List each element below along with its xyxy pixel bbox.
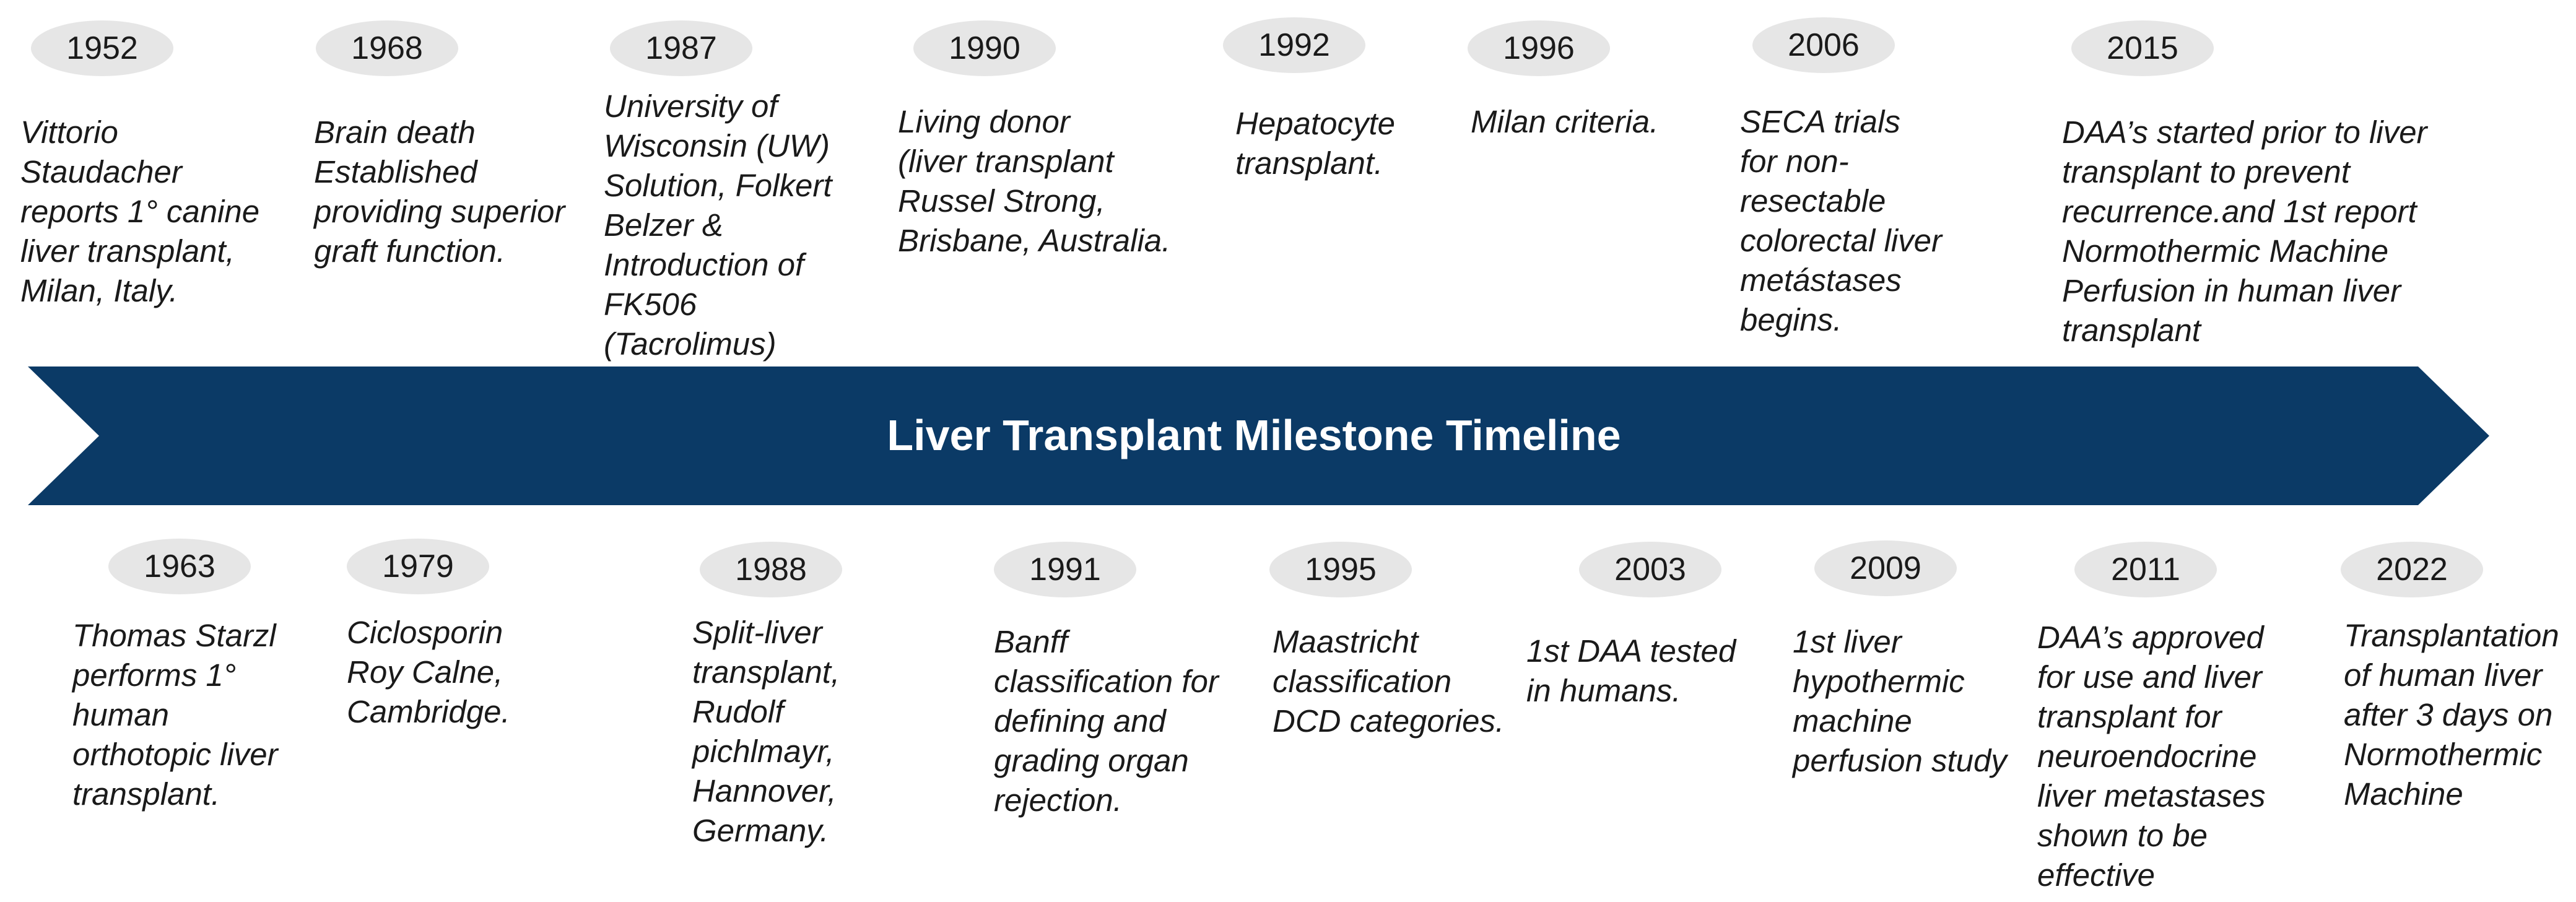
top-event-description: Living donor (liver transplant Russel Strong, Brisbane, Australia. [898,104,1171,258]
bottom-year-badge: 1963 [108,539,251,594]
bottom-event-description: 1st liver hypothermic machine perfusion study [1793,624,2007,778]
bottom-event-description: Banff classification for defining and grading organ rejection. [994,624,1219,818]
top-event-description: SECA trials for non- resectable colorectal liver metástases begins. [1740,104,1942,337]
bottom-event-description: 1st DAA tested in humans. [1526,633,1736,708]
bottom-event-description: Thomas Starzl performs 1° human orthotopic liver transplant. [72,618,278,812]
bottom-year-badge: 2009 [1814,540,1957,596]
bottom-year-badge: 1995 [1269,542,1412,597]
top-event-description: Milan criteria. [1471,104,1659,139]
bottom-year-badge: 2022 [2341,542,2483,597]
top-year-badge: 1996 [1468,20,1610,76]
bottom-event-description: DAA’s approved for use and liver transplant for neuroendocrine liver metastases shown to be effective [2037,620,2266,893]
timeline-title: Liver Transplant Milestone Timeline [887,411,1621,459]
bottom-event-description: Split-liver transplant, Rudolf pichlmayr, Hannover, Germany. [692,615,840,848]
bottom-year-badge: 1988 [700,542,842,597]
top-year-badge: 1968 [316,20,458,76]
top-event-description: University of Wisconsin (UW) Solution, Folkert Belzer & Introduction of FK506 (Tacrolimus) [604,89,832,362]
top-event-description: DAA’s started prior to liver transplant to prevent recurrence.and 1st report Normothermic Machine Perfusion in human liver transplant [2062,115,2427,348]
top-year-badge: 1987 [610,20,752,76]
bottom-event-description: Maastricht classification DCD categories. [1273,624,1505,739]
bottom-year-badge: 1979 [347,539,489,594]
bottom-event-description: Transplantation of human liver after 3 days on Normothermic Machine [2344,618,2559,812]
top-year-badge: 1992 [1223,17,1365,73]
top-year-badge: 2015 [2071,20,2214,76]
top-year-badge: 1952 [31,20,173,76]
top-event-description: Brain death Established providing superior graft function. [314,115,565,269]
top-event-description: Vittorio Staudacher reports 1° canine liver transplant, Milan, Italy. [20,115,260,308]
bottom-year-badge: 2011 [2074,542,2217,597]
bottom-year-badge: 2003 [1579,542,1721,597]
top-year-badge: 1990 [913,20,1056,76]
top-event-description: Hepatocyte transplant. [1235,106,1395,181]
bottom-event-description: Ciclosporin Roy Calne, Cambridge. [347,615,510,729]
bottom-year-badge: 1991 [994,542,1136,597]
top-year-badge: 2006 [1752,17,1895,73]
